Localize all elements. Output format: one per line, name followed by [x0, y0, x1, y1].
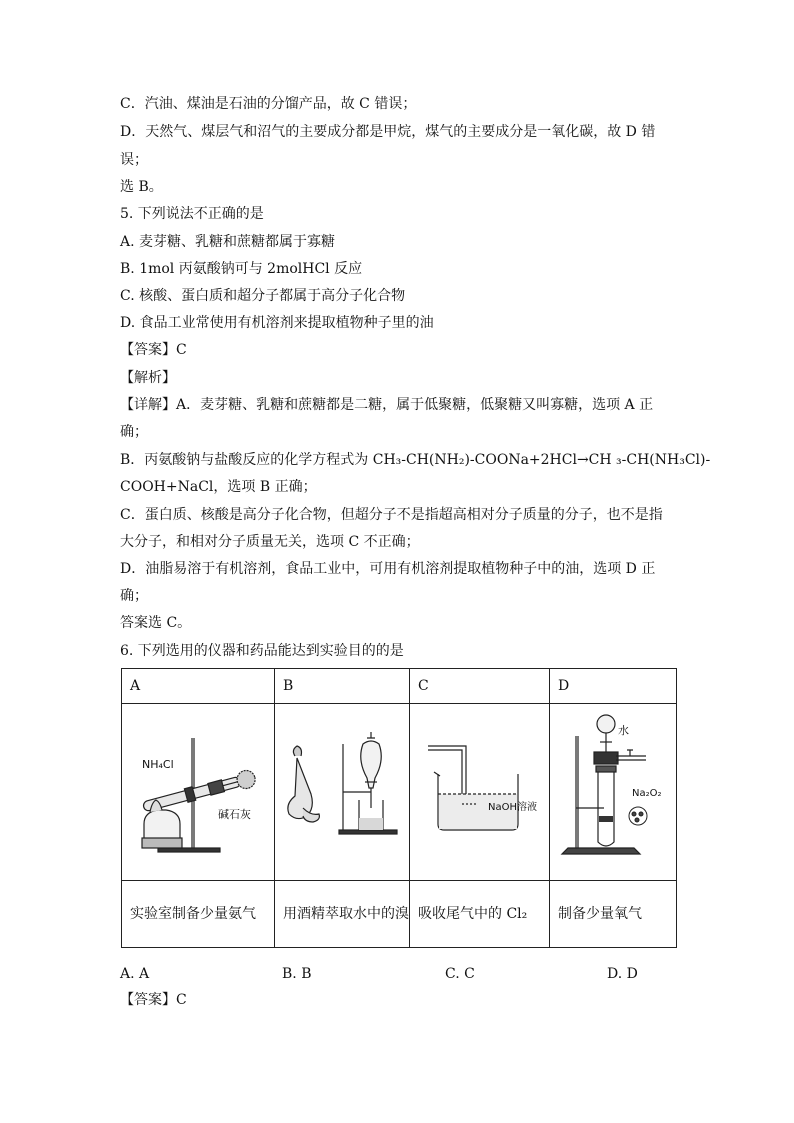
extraction-apparatus-illustration — [275, 704, 401, 876]
text-line: 大分子，和相对分子质量无关，选项 C 不正确； — [120, 534, 420, 550]
text-line: C．蛋白质、核酸是高分子化合物，但超分子不是指超高相对分子质量的分子，也不是指 — [120, 507, 663, 523]
apparatus-a-image — [122, 704, 275, 881]
question-6-stem: 6. 下列选用的仪器和药品能达到实验目的的是 — [120, 643, 404, 659]
analysis-label: 【解析】 — [120, 370, 176, 386]
text-line: C．汽油、煤油是石油的分馏产品，故 C 错误； — [120, 96, 417, 112]
choice-a: A. A — [120, 966, 150, 982]
table-header-a: A — [122, 669, 275, 704]
absorption-apparatus-illustration — [410, 704, 542, 876]
option-b: B. 1mol 丙氨酸钠可与 2molHCl 反应 — [120, 261, 363, 277]
choice-b: B. B — [282, 966, 312, 982]
question-5-stem: 5. 下列说法不正确的是 — [120, 206, 264, 222]
caption-c: 吸收尾气中的 Cl₂ — [410, 881, 550, 948]
answer-label-q6: 【答案】C — [120, 992, 187, 1008]
text-line: 答案选 C。 — [120, 615, 192, 631]
option-a: A. 麦芽糖、乳糖和蔗糖都属于寡糖 — [120, 234, 336, 250]
options-table — [121, 668, 677, 948]
text-line: D．油脂易溶于有机溶剂，食品工业中，可用有机溶剂提取植物种子中的油，选项 D 正 — [120, 561, 656, 577]
table-header-d: D — [550, 669, 677, 704]
caption-a: 实验室制备少量氨气 — [122, 881, 275, 948]
apparatus-d-image — [550, 704, 677, 881]
choice-c: C. C — [445, 966, 475, 982]
text-line: 误； — [120, 152, 148, 168]
naoh-solution-label: NaOH溶液 — [488, 802, 537, 813]
option-c: C. 核酸、蛋白质和超分子都属于高分子化合物 — [120, 288, 406, 304]
soda-lime-label: 碱石灰 — [218, 808, 251, 821]
apparatus-b-image — [275, 704, 410, 881]
caption-d: 制备少量氧气 — [550, 881, 677, 948]
text-line: B．丙氨酸钠与盐酸反应的化学方程式为 CH₃-CH(NH₂)-COONa+2HCl→CH ₃-CH(NH₃Cl)- — [120, 452, 711, 468]
text-line: COOH+NaCl，选项 B 正确； — [120, 479, 317, 495]
answer-label: 【答案】C — [120, 342, 187, 358]
table-header-c: C — [410, 669, 550, 704]
na2o2-label: Na₂O₂ — [632, 788, 662, 799]
text-line: 确； — [120, 588, 148, 604]
option-d: D. 食品工业常使用有机溶剂来提取植物种子里的油 — [120, 315, 434, 331]
water-label: 水 — [618, 724, 629, 737]
text-line: 【详解】A．麦芽糖、乳糖和蔗糖都是二糖，属于低聚糖，低聚糖又叫寡糖，选项 A 正 — [120, 397, 654, 413]
caption-b: 用酒精萃取水中的溴 — [275, 881, 410, 948]
table-header-b: B — [275, 669, 410, 704]
ammonia-apparatus-illustration — [122, 704, 274, 876]
apparatus-c-image — [410, 704, 550, 881]
nh4cl-label: NH₄Cl — [142, 758, 174, 771]
oxygen-apparatus-illustration — [550, 704, 670, 876]
text-line: D．天然气、煤层气和沼气的主要成分都是甲烷，煤气的主要成分是一氧化碳，故 D 错 — [120, 124, 656, 140]
text-line: 选 B。 — [120, 179, 163, 195]
choice-d: D. D — [607, 966, 638, 982]
text-line: 确； — [120, 424, 148, 440]
